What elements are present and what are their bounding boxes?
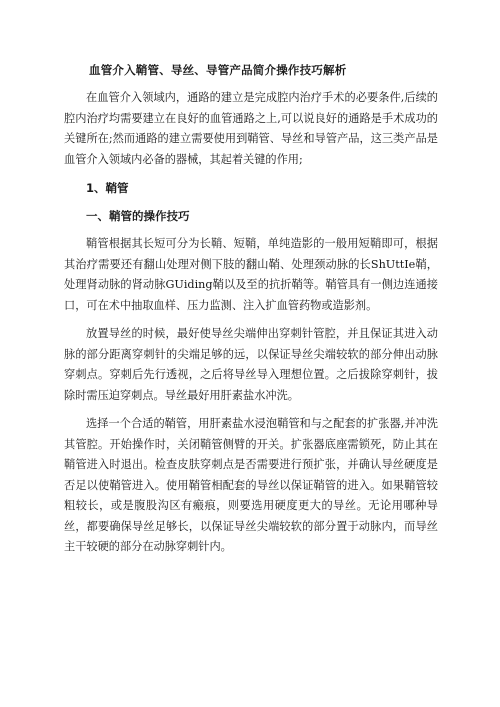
section-heading-sheath: 1、鞘管: [86, 181, 129, 195]
body-paragraph: 鞘管根据其长短可分为长鞘、短鞘，单纯造影的一般用短鞘即可，根据其治疗需要还有翻山处理对侧下肢的翻山鞘、处理颈动脉的长ShUttIe鞘，处理肾动脉的肾动脉GUiding鞘以及至的抗折鞘等。鞘管具有一侧边连通接口，可在术中抽取血样、压力监测、注入扩血管药物或造影剂。: [64, 237, 438, 312]
body-paragraph: 选择一个合适的鞘管，用肝素盐水浸泡鞘管和与之配套的扩张器,并冲洗其管腔。开始操作时，关闭鞘管侧臂的开关。扩张器底座需锁死，防止其在鞘管进入时退出。检查皮肤穿刺点是否需要进行预扩张，并确认导丝硬度是否足以使鞘管进入。使用鞘管相配套的导丝以保证鞘管的进入。如果鞘管较粗较长，或是腹股沟区有瘢痕，则要选用硬度更大的导丝。无论用哪种导丝，都要确保导丝足够长，以保证导丝尖端较软的部分置于动脉内，而导丝主干较硬的部分在动脉穿刺针内。: [64, 417, 438, 553]
document-page: [64, 62, 438, 566]
subsection-heading-sheath-technique: 一、鞘管的操作技巧: [86, 209, 190, 223]
intro-paragraph: 在血管介入领域内，通路的建立是完成腔内治疗手术的必要条件,后续的腔内治疗均需要建立在良好的血管通路之上,可以说良好的通路是手术成功的关键所在;然而通路的建立需要使用到鞘管、导丝和导管产品，这三类产品是血管介入领域内必备的器械，其起着关键的作用;: [64, 91, 438, 166]
body-paragraph: 放置导丝的时候，最好使导丝尖端伸出穿刺针管腔，并且保证其进入动脉的部分距离穿刺针的尖端足够的远，以保证导丝尖端较软的部分伸出动脉穿刺点。穿刺后先行透视，之后将导丝导入理想位置。之后拔除穿刺针，拔除时需压迫穿刺点。导丝最好用肝素盐水冲洗。: [64, 327, 438, 402]
document-title: 血管介入鞘管、导丝、导管产品简介操作技巧解析: [89, 63, 347, 77]
